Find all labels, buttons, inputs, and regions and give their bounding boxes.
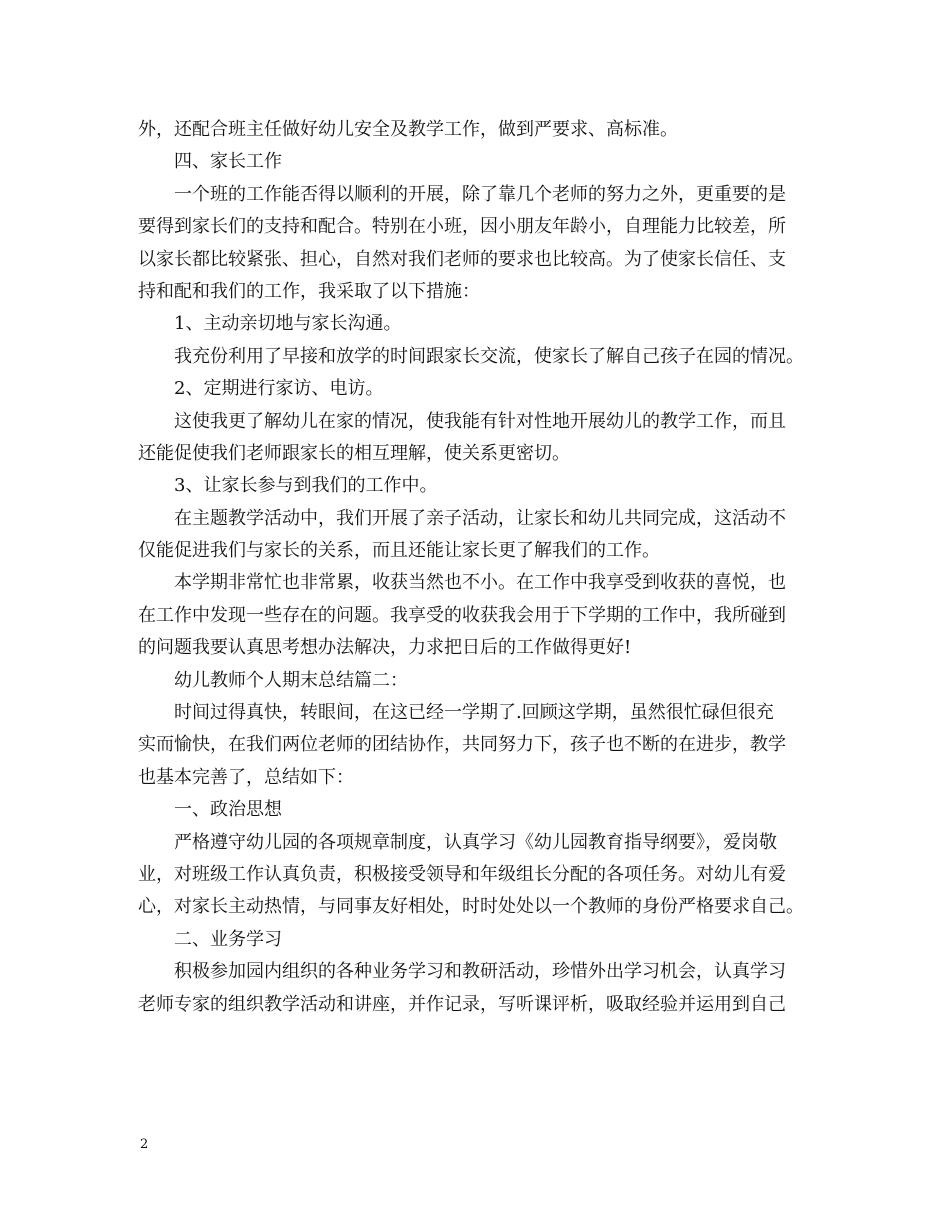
text-line: 本学期非常忙也非常累，收获当然也不小。在工作中我享受到收获的喜悦，也: [174, 572, 786, 594]
text-line: 二、业务学习: [174, 928, 282, 950]
text-line: 这使我更了解幼儿在家的情况，使我能有针对性地开展幼儿的教学工作，而且: [174, 410, 786, 432]
text-line: 心，对家长主动热情，与同事友好相处，时时处处以一个教师的身份严格要求自己。: [138, 896, 804, 918]
text-line: 实而愉快，在我们两位老师的团结协作，共同努力下，孩子也不断的在进步，教学: [138, 734, 786, 756]
text-line: 一、政治思想: [174, 799, 282, 821]
text-line: 3、让家长参与到我们的工作中。: [174, 475, 438, 497]
text-line: 的问题我要认真思考想办法解决，力求把日后的工作做得更好!: [138, 637, 632, 659]
text-line: 积极参加园内组织的各种业务学习和教研活动，珍惜外出学习机会，认真学习: [174, 961, 786, 983]
text-line: 时间过得真快，转眼间，在这已经一学期了.回顾这学期，虽然很忙碌但很充: [174, 702, 774, 724]
text-line: 要得到家长们的支持和配合。特别在小班，因小朋友年龄小，自理能力比较差，所: [138, 216, 786, 238]
text-line: 我充份利用了早接和放学的时间跟家长交流，使家长了解自己孩子在园的情况。: [174, 345, 804, 367]
text-line: 1、主动亲切地与家长沟通。: [174, 313, 402, 335]
text-line: 在工作中发现一些存在的问题。我享受的收获我会用于下学期的工作中，我所碰到: [138, 604, 786, 626]
text-line: 还能促使我们老师跟家长的相互理解，使关系更密切。: [138, 442, 570, 464]
text-line: 老师专家的组织教学活动和讲座，并作记录，写听课评析，吸取经验并运用到自己: [138, 993, 786, 1015]
text-line: 严格遵守幼儿园的各项规章制度，认真学习《幼儿园教育指导纲要》，爱岗敬: [174, 831, 777, 853]
text-line: 仅能促进我们与家长的关系，而且还能让家长更了解我们的工作。: [138, 540, 660, 562]
text-line: 也基本完善了，总结如下：: [138, 766, 354, 788]
text-line: 以家长都比较紧张、担心，自然对我们老师的要求也比较高。为了使家长信任、支: [138, 248, 786, 270]
text-line: 业，对班级工作认真负责，积极接受领导和年级组长分配的各项任务。对幼儿有爱: [138, 863, 786, 885]
document-body: [138, 114, 818, 1021]
text-line: 持和配和我们的工作，我采取了以下措施：: [138, 280, 480, 302]
text-line: 幼儿教师个人期末总结篇二：: [174, 669, 408, 691]
text-line: 在主题教学活动中，我们开展了亲子活动，让家长和幼儿共同完成，这活动不: [174, 507, 786, 529]
text-line: 四、家长工作: [174, 151, 282, 173]
text-line: 一个班的工作能否得以顺利的开展，除了靠几个老师的努力之外，更重要的是: [174, 183, 786, 205]
text-line: 2、定期进行家访、电访。: [174, 378, 384, 400]
text-line: 外，还配合班主任做好幼儿安全及教学工作，做到严要求、高标准。: [138, 119, 678, 140]
page-number: 2: [140, 1137, 149, 1152]
